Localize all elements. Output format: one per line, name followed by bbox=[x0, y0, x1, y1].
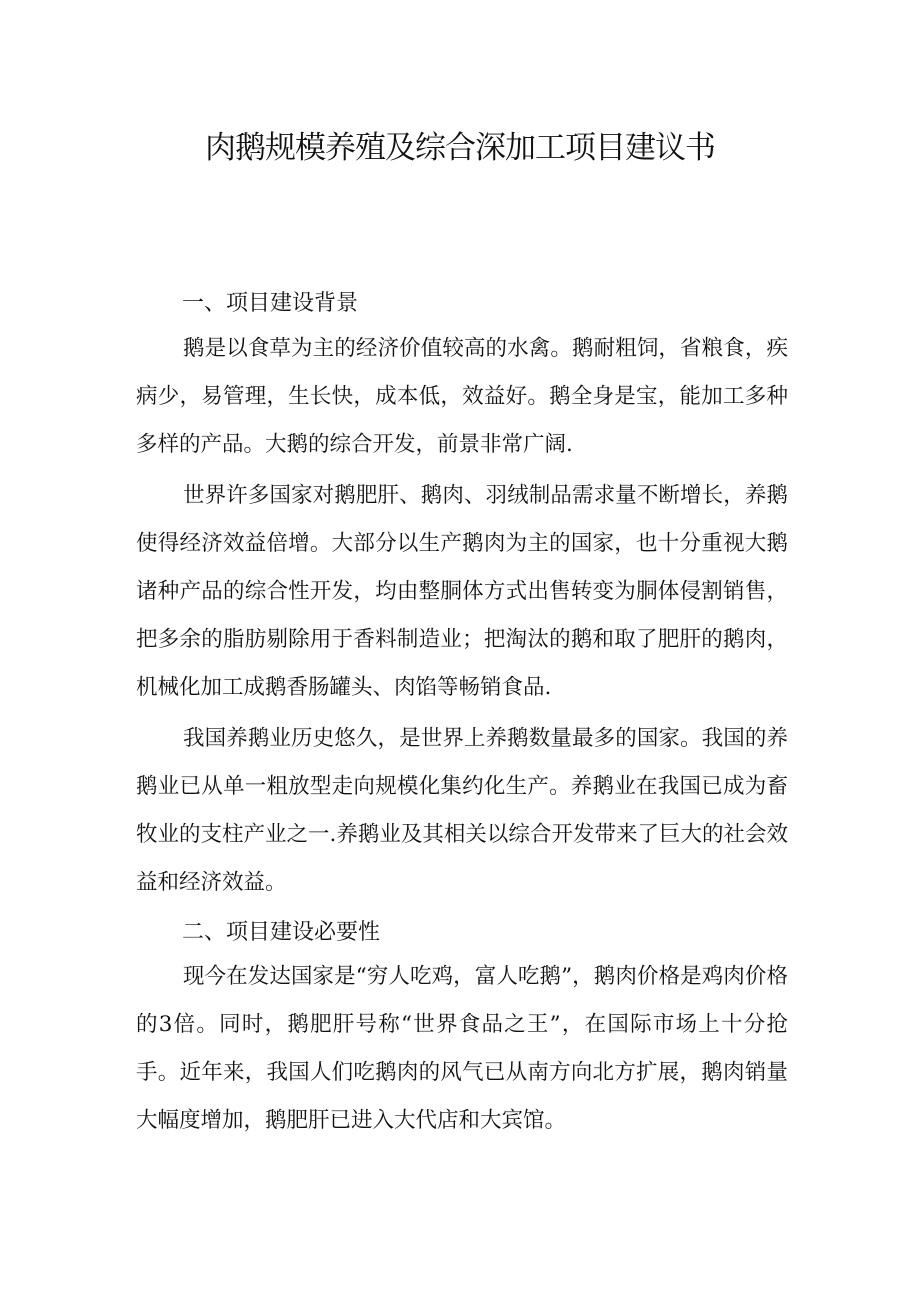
paragraph-background-3: 我国养鹅业历史悠久，是世界上养鹅数量最多的国家。我国的养鹅业已从单一粗放型走向规模化集约化生产。养鹅业在我国已成为畜牧业的支柱产业之一.养鹅业及其相关以综合开发带来了巨大的社会效益和经济效益。 bbox=[136, 726, 788, 895]
section-heading-background: 一、项目建设背景 bbox=[182, 291, 359, 316]
document-title: 肉鹅规模养殖及综合深加工项目建议书 bbox=[205, 130, 715, 166]
paragraph-background-2: 世界许多国家对鹅肥肝、鹅肉、羽绒制品需求量不断增长，养鹅使得经济效益倍增。大部分以生产鹅肉为主的国家，也十分重视大鹅诸种产品的综合性开发，均由整胴体方式出售转变为胴体侵割销售，把多余的脂肪剔除用于香料制造业；把淘汰的鹅和取了肥肝的鹅肉，机械化加工成鹅香肠罐头、肉馅等畅销食品. bbox=[136, 483, 788, 700]
paragraph-necessity-1: 现今在发达国家是“穷人吃鸡，富人吃鹅”，鹅肉价格是鸡肉价格的3倍。同时，鹅肥肝号称“世界食品之王”，在国际市场上十分抢手。近年来，我国人们吃鹅肉的风气已从南方向北方扩展，鹅肉销量大幅度增加，鹅肥肝已进入大代店和大宾馆。 bbox=[136, 964, 788, 1133]
paragraph-background-1: 鹅是以食草为主的经济价值较高的水禽。鹅耐粗饲，省粮食，疾病少，易管理，生长快，成本低，效益好。鹅全身是宝，能加工多种多样的产品。大鹅的综合开发，前景非常广阔. bbox=[136, 336, 788, 457]
section-heading-necessity: 二、项目建设必要性 bbox=[182, 920, 381, 945]
